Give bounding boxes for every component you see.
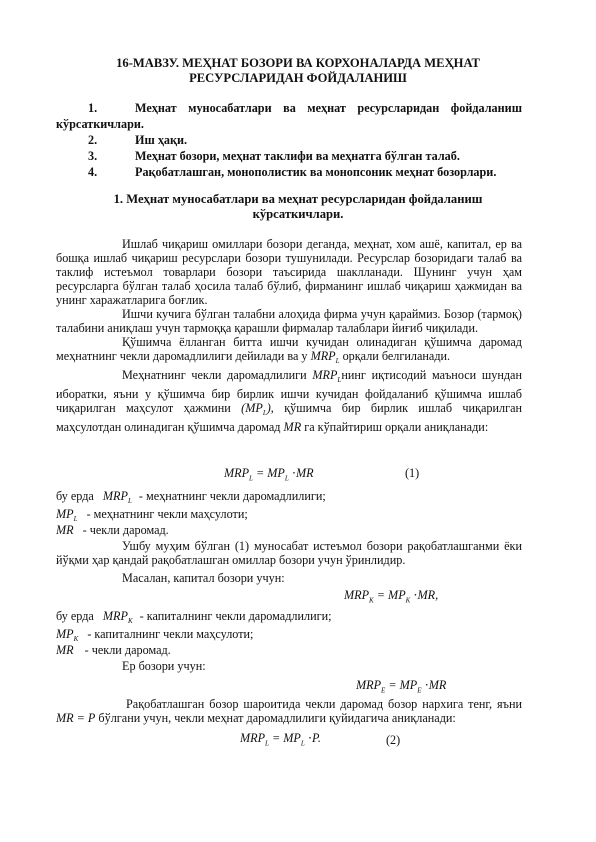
definition-line: $MP_K$ - капиталнинг чекли маҳсулоти;: [56, 627, 254, 643]
paragraph-text: га кўпайтириш орқали аниқланади:: [304, 420, 489, 434]
equation-land: $MRP_E = MP_E \cdot MR$: [356, 678, 447, 695]
outline-item-2: [88, 133, 522, 149]
paragraph-competitive-market: Рақобатлашган бозор шароитида чекли даромад бозор нархига тенг, яъни MR = P бўлгани учун, чекли меҳнат даромадлилиги қуйидагича аниқланади:: [56, 697, 522, 725]
equation-2: $MRP_L = MP_L \cdot P$.: [240, 731, 321, 748]
paragraph-capital-example: Масалан, капитал бозори учун:: [122, 571, 285, 585]
section-title: 1. Меҳнат муносабатлари ва меҳнат ресурсларидан фойдаланиш кўрсаткичлари.: [113, 192, 483, 221]
equation-1-number: (1): [405, 466, 420, 480]
equation-2-number: (2): [386, 733, 401, 747]
paragraph-labor-demand: Ишчи кучига бўлган талабни алоҳида фирма учун қараймиз. Бозор (тармоқ) талабини аниқлаш учун тармоққа қарашли фирмалар талаблари йиғиб чиқилади.: [56, 307, 522, 335]
mr-symbol: MR: [283, 420, 302, 434]
outline-text: Меҳнат муносабатлари ва меҳнат ресурсларидан фойдаланиш: [135, 101, 522, 115]
equation-capital: $MRP_K = MP_K \cdot MR$,: [344, 588, 439, 605]
paragraph-text: Қўшимча ёлланган битта ишчи кучидан олинадиган қўшимча даромад меҳнатнинг чекли даромадлилиги дейилади ва у: [56, 335, 522, 363]
outline-number: 1.: [88, 101, 98, 115]
outline-item-1: [88, 101, 522, 117]
definition-line: MR - чекли даромад.: [56, 523, 169, 537]
equation-1: $MRP_L = MP_L \cdot MR$: [224, 466, 314, 483]
paragraph-text: нинг иқтисодий маъноси шундан иборатки, яъни у қўшимча бир бирлик ишчи кучидан фойдаланиб қўшимча ишлаб чиқарилган маҳсулот ҳажмини: [56, 368, 522, 415]
paragraph-applicability: Ушбу муҳим бўлган (1) муносабат истеъмол бозори рақобатлашганми ёки йўқми ҳар қандай рақобатлашган омиллар бозори учун ўринлидир.: [56, 539, 522, 567]
outline-number: 4.: [88, 165, 98, 179]
paragraph-text: , қўшимча бир бирлик ишлаб чиқарилган маҳсулотдан олинадиган қўшимча даромад: [56, 401, 523, 434]
topic-outline: [56, 101, 522, 181]
outline-item-3: [88, 149, 522, 165]
mr-equals-p-symbol: MR = P: [56, 711, 96, 725]
page-title: 16-МАВЗУ. МЕҲНАТ БОЗОРИ ВА КОРХОНАЛАРДА МЕҲНАТ РЕСУРСЛАРИДАН ФОЙДАЛАНИШ: [116, 56, 480, 85]
definition-line: бу ерда $MRP_L$ - меҳнатнинг чекли даромадлилиги;: [56, 489, 326, 505]
outline-item-4: [88, 165, 522, 181]
document-body: [56, 237, 522, 434]
mrpl-symbol: $MRP_L$: [310, 349, 340, 365]
mrpl-symbol: $MRP_L$: [312, 368, 342, 384]
outline-text: Меҳнат бозори, меҳнат таклифи ва меҳнатга бўлган талаб.: [135, 149, 460, 163]
mpl-symbol: $(MP_L)$: [241, 401, 271, 417]
paragraph-land-example: Ер бозори учун:: [122, 659, 206, 673]
definition-line: MR - чекли даромад.: [56, 643, 171, 657]
outline-number: 2.: [88, 133, 98, 147]
definition-line: $MP_L$ - меҳнатнинг чекли маҳсулоти;: [56, 507, 248, 523]
paragraph-text: Меҳнатнинг чекли даромадлилиги: [122, 368, 307, 382]
outline-item-1-continuation: кўрсаткичлари.: [56, 117, 144, 131]
paragraph-mrp-definition: [56, 335, 522, 368]
paragraph-text: орқали белгиланади.: [342, 349, 451, 363]
definition-line: бу ерда $MRP_K$ - капиталнинг чекли даромадлилиги;: [56, 609, 332, 625]
outline-number: 3.: [88, 149, 98, 163]
paragraph-factor-markets: Ишлаб чиқариш омиллари бозори деганда, меҳнат, хом ашё, капитал, ер ва бошқа ишлаб чиқариш ресурслари бозори тушунилади. Ресурслар бозоридаги талаб ва таклиф истеъмол товарлари бозори таъсирида шаклланади. Шунинг учун ҳам ресурсларга бўлган талаб ҳосила талаб бўлиб, фирманинг ишлаб чиқариш ҳажмидан ва унинг харажатларига боғлик.: [56, 237, 522, 307]
outline-text: Иш ҳақи.: [135, 133, 188, 147]
paragraph-mrp-meaning: [56, 368, 522, 434]
outline-text: Рақобатлашган, монополистик ва монопсоник меҳнат бозорлари.: [135, 165, 497, 179]
